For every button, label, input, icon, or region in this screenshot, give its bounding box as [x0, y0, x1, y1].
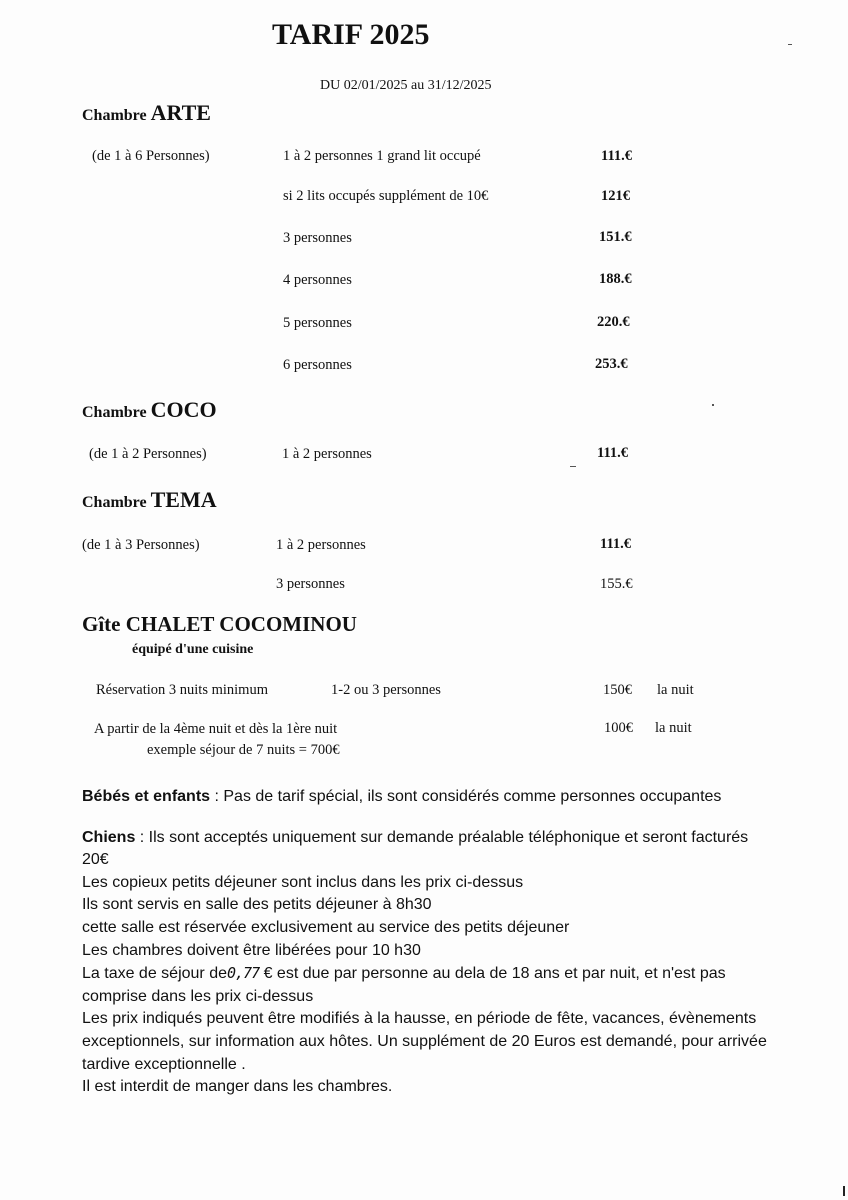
dogs-note — [82, 827, 772, 872]
arte-row-price: 111.€ — [601, 148, 633, 164]
tema-row-desc: 1 à 2 personnes — [276, 537, 366, 553]
arte-row-desc: 4 personnes — [283, 272, 352, 288]
gite-row-label: A partir de la 4ème nuit et dès la 1ère nuit — [94, 721, 338, 737]
room-prefix: Chambre — [82, 107, 147, 124]
room-coco-heading — [82, 397, 217, 423]
gite-title: Gîte CHALET COCOMINOU — [82, 612, 357, 636]
gite-example: exemple séjour de 7 nuits = 700€ — [147, 742, 340, 758]
breakfast-note-2: Ils sont servis en salle des petits déjeuner à 8h30 — [82, 896, 432, 914]
arte-row-price: 220.€ — [597, 314, 630, 330]
checkout-note: Les chambres doivent être libérées pour 10 h30 — [82, 941, 421, 959]
dogs-label: Chiens — [82, 828, 136, 846]
notes-section — [82, 786, 772, 1099]
arte-row-desc: 1 à 2 personnes 1 grand lit occupé — [283, 148, 481, 164]
babies-label: Bébés et enfants — [82, 788, 211, 805]
gite-row-unit: la nuit — [655, 720, 692, 736]
room-prefix: Chambre — [82, 494, 147, 511]
gite-row-price: 150€ — [603, 682, 632, 698]
tema-row-desc: 3 personnes — [276, 576, 345, 592]
gite-row-desc: 1-2 ou 3 personnes — [331, 682, 441, 698]
arte-row-price: 253.€ — [595, 356, 628, 372]
breakfast-note-1: Les copieux petits déjeuner sont inclus dans les prix ci-dessus — [82, 873, 524, 891]
breakfast-note-3: cette salle est réservée exclusivement au service des petits déjeuner — [82, 918, 570, 936]
arte-row-price: 188.€ — [599, 271, 632, 287]
arte-row-desc: 6 personnes — [283, 357, 352, 373]
gite-row-label: Réservation 3 nuits minimum — [96, 682, 268, 698]
dogs-text: : Ils sont acceptés uniquement sur demande préalable téléphonique et seront facturés 20€ — [82, 828, 749, 869]
scan-speck — [570, 466, 576, 467]
room-name: COCO — [150, 397, 217, 422]
coco-row-price: 111.€ — [597, 445, 629, 461]
page-title: TARIF 2025 — [272, 18, 430, 51]
room-arte-heading — [82, 100, 211, 126]
tema-row-price: 111.€ — [600, 536, 632, 552]
price-change-note: Les prix indiqués peuvent être modifiés à la hausse, en période de fête, vacances, évènements exceptionnels, sur information aux hôtes. Un supplément de 20 Euros est demandé, pour arrivée tardive exceptionnelle . — [82, 1010, 767, 1073]
arte-row-desc: 5 personnes — [283, 315, 352, 331]
room-name: TEMA — [150, 487, 217, 512]
tax-amount-handwritten: 0,77 — [227, 964, 260, 983]
room-name: ARTE — [150, 100, 211, 125]
scan-speck — [712, 404, 714, 406]
coco-row-desc: 1 à 2 personnes — [282, 446, 372, 462]
room-arte-capacity: (de 1 à 6 Personnes) — [92, 148, 210, 164]
validity-period: DU 02/01/2025 au 31/12/2025 — [320, 78, 492, 93]
scan-speck — [843, 1186, 845, 1196]
arte-row-desc: si 2 lits occupés supplément de 10€ — [283, 188, 489, 204]
babies-note — [82, 786, 772, 809]
room-coco-capacity: (de 1 à 2 Personnes) — [89, 446, 207, 462]
arte-row-desc: 3 personnes — [283, 230, 352, 246]
room-tema-capacity: (de 1 à 3 Personnes) — [82, 537, 200, 553]
arte-row-price: 121€ — [601, 188, 630, 204]
room-prefix: Chambre — [82, 404, 147, 421]
babies-text: : Pas de tarif spécial, ils sont considérés comme personnes occupantes — [210, 788, 722, 805]
tema-row-price: 155.€ — [600, 576, 633, 592]
scan-speck — [788, 44, 792, 45]
tax-text-before: La taxe de séjour de — [82, 965, 227, 983]
no-eating-note: Il est interdit de manger dans les chambres. — [82, 1078, 393, 1096]
gite-row-unit: la nuit — [657, 682, 694, 698]
room-tema-heading — [82, 487, 217, 513]
arte-row-price: 151.€ — [599, 229, 632, 245]
tax-text-after: € est due par personne au dela de 18 ans et par nuit, et n'est pas comprise dans les prix ci-dessus — [82, 965, 726, 1005]
tax-note — [82, 962, 772, 1008]
gite-row-price: 100€ — [604, 720, 633, 736]
gite-subtitle: équipé d'une cuisine — [132, 642, 254, 657]
